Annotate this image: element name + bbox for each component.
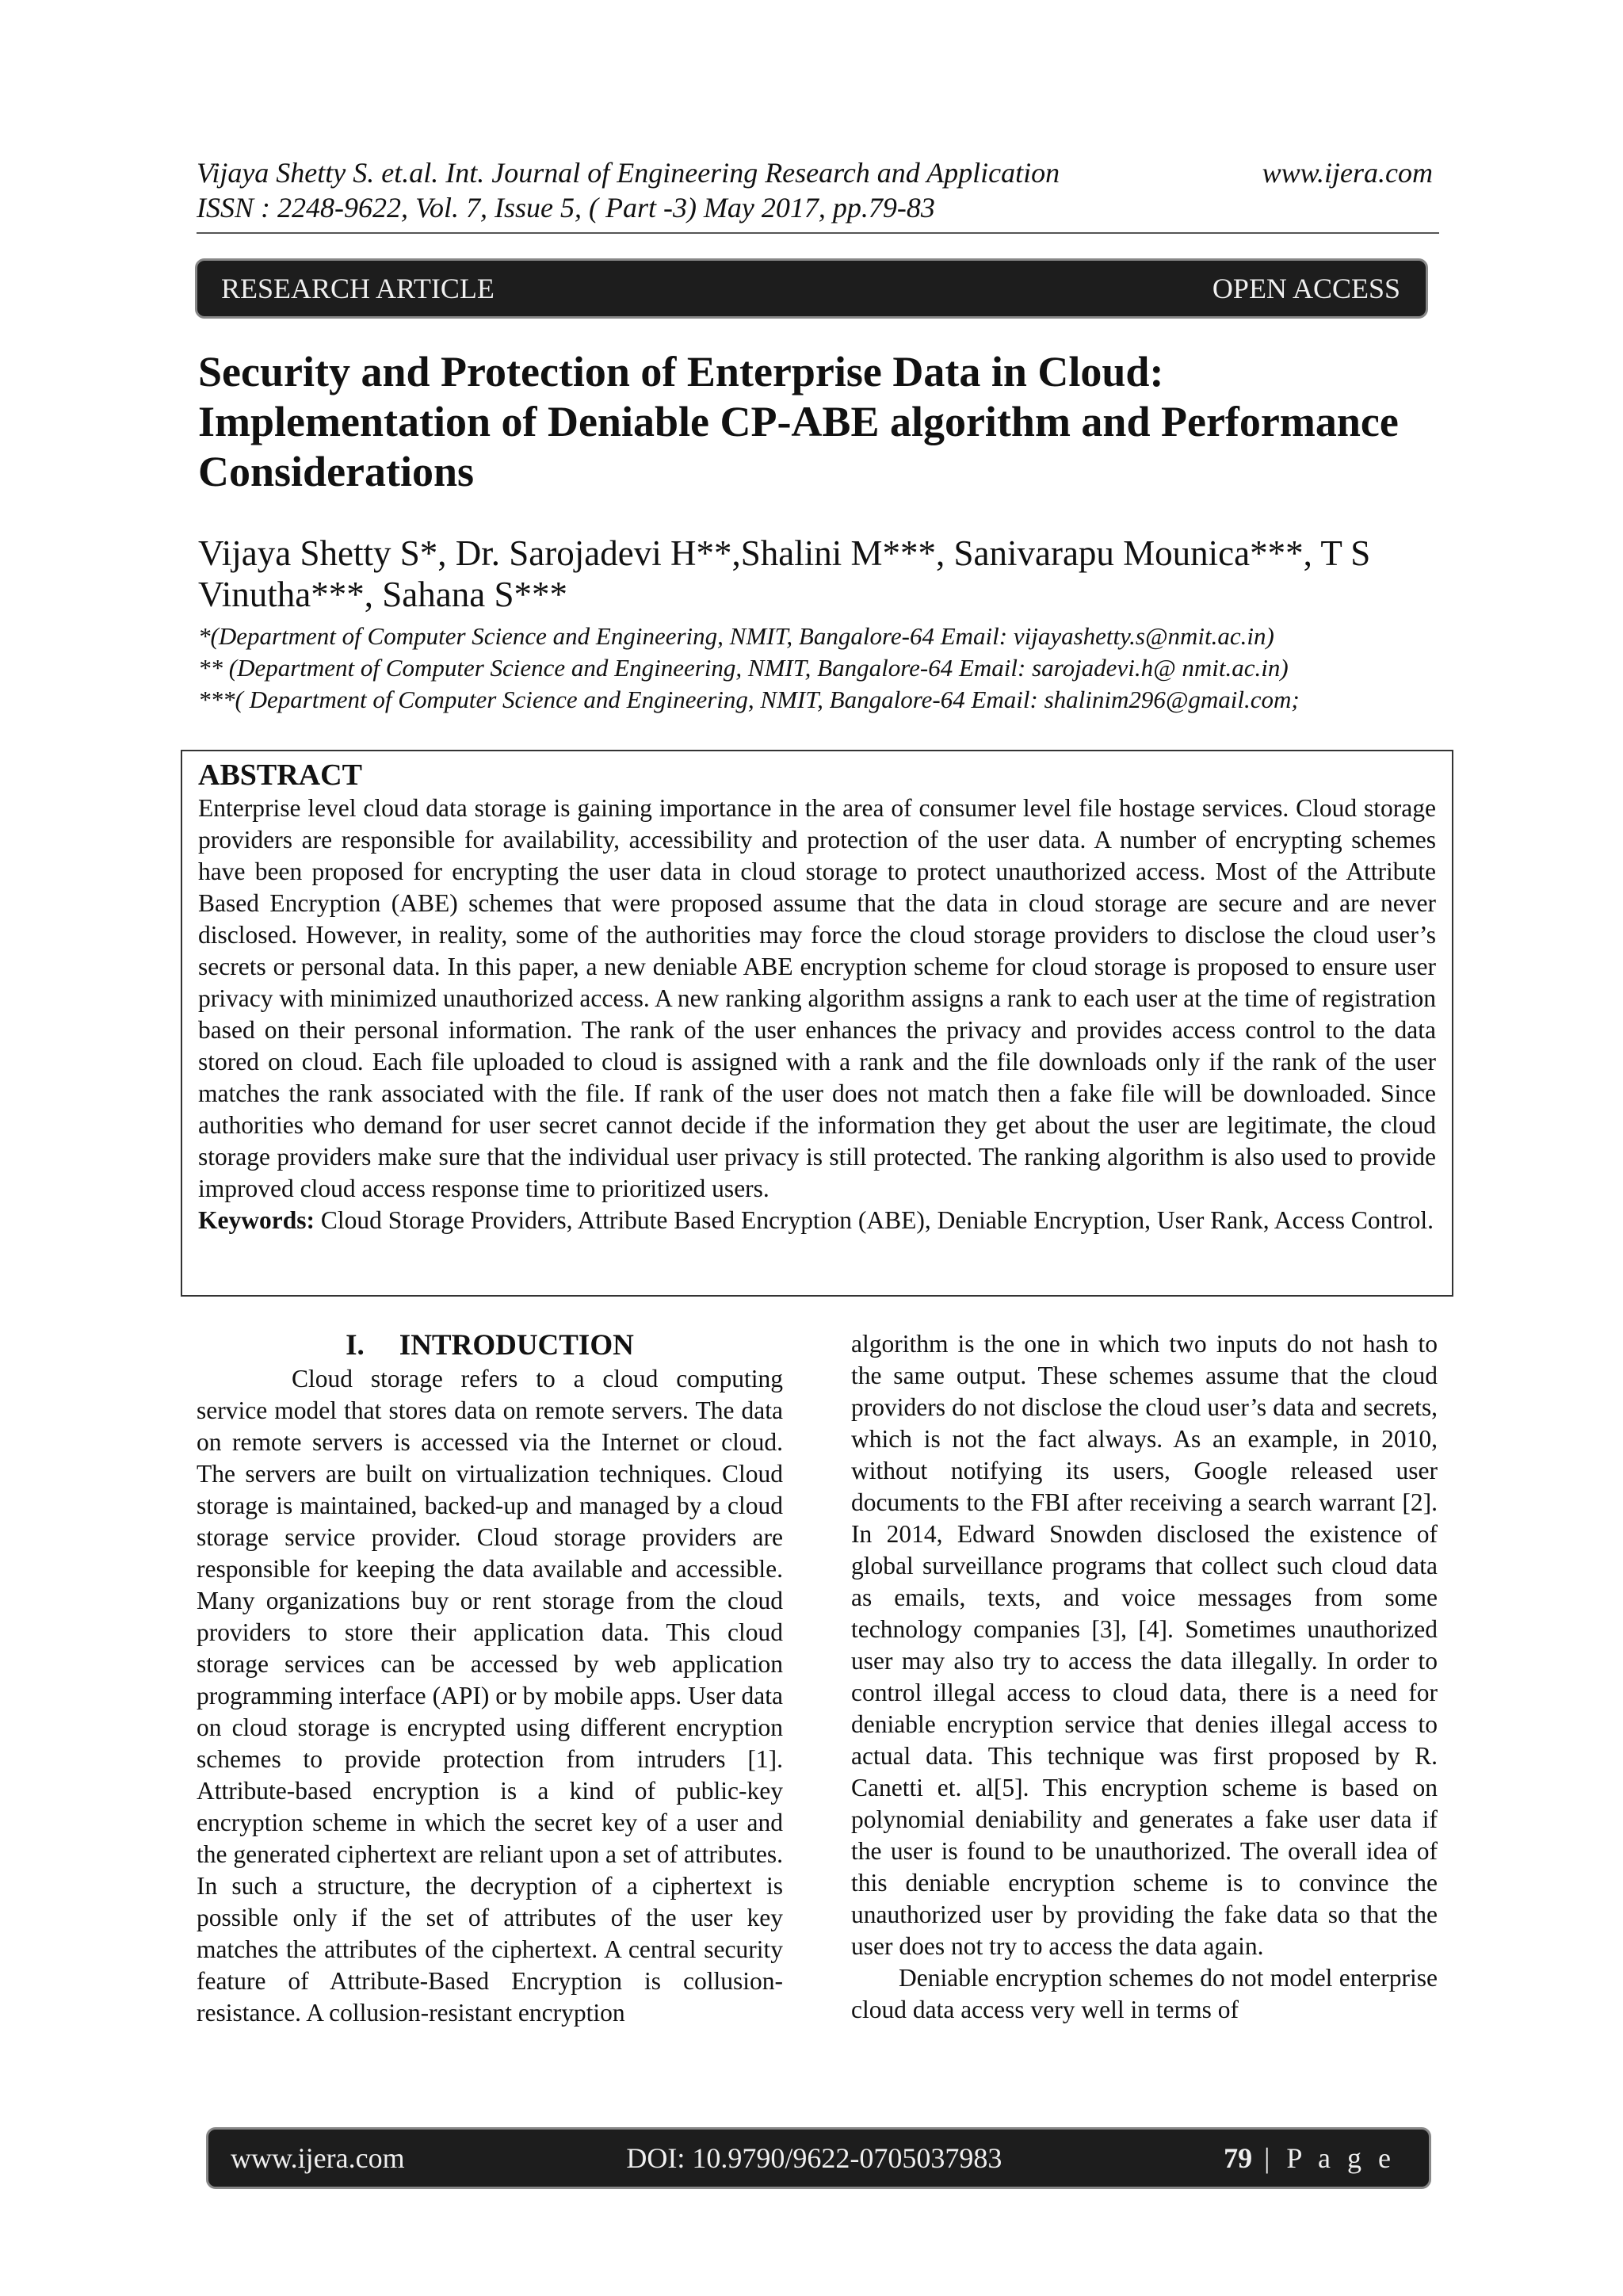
page-number: 79	[1224, 2142, 1253, 2174]
intro-paragraph-1-continued: algorithm is the one in which two inputs do not hash to the same output. These schemes assume that the cloud providers do not disclose the cloud user’s data and secrets, which is not the fact always. As an example, in 2010, without notifying its users, Google released user documents to the FBI after receiving a search warrant [2]. In 2014, Edward Snowden disclosed the existence of global surveillance programs that collect such cloud data as emails, texts, and voice messages from some technology companies [3], [4]. Sometimes unauthorized user may also try to access the data illegally. In order to control illegal access to cloud data, there is a need for deniable encryption service that denies illegal access to actual data. This technique was first proposed by R. Canetti et. al[5]. This encryption scheme is based on polynomial deniability and generates a fake user data if the user is found to be unauthorized. The overall idea of this deniable encryption scheme is to convince the unauthorized user by providing the fake data so that the user does not try to access the data again.	[851, 1330, 1438, 1960]
header-divider	[197, 232, 1439, 234]
affiliation-3: ***( Department of Computer Science and Engineering, NMIT, Bangalore-64 Email: shalinim296@gmail.com;	[198, 686, 1300, 713]
right-column	[851, 1328, 1438, 2026]
intro-paragraph-2: Deniable encryption schemes do not model enterprise cloud data access very well in terms of	[851, 1964, 1438, 2023]
article-type-banner	[195, 258, 1428, 319]
keywords-text: Cloud Storage Providers, Attribute Based Encryption (ABE), Deniable Encryption, User Rank, Access Control.	[314, 1206, 1434, 1234]
footer-page-indicator	[1224, 2141, 1396, 2175]
footer-doi: DOI: 10.9790/9622-0705037983	[626, 2142, 1002, 2174]
running-header-issn: ISSN : 2248-9622, Vol. 7, Issue 5, ( Part -3) May 2017, pp.79-83	[197, 192, 935, 223]
affiliation-1: *(Department of Computer Science and Engineering, NMIT, Bangalore-64 Email: vijayashetty.s@nmit.ac.in)	[198, 622, 1274, 650]
abstract-heading: ABSTRACT	[198, 758, 362, 792]
abstract-box	[181, 750, 1453, 1297]
footer-website-link[interactable]: www.ijera.com	[231, 2142, 405, 2174]
section-number: I.	[346, 1329, 365, 1362]
research-article-label: RESEARCH ARTICLE	[221, 273, 495, 304]
abstract-body: Enterprise level cloud data storage is gaining importance in the area of consumer level file hostage services. Cloud storage providers are responsible for availability, accessibility and protection of the user data. A number of encrypting schemes have been proposed for encrypting the user data in cloud storage to protect unauthorized access. Most of the Attribute Based Encryption (ABE) schemes that were proposed assume that the data in cloud storage are secure and are never disclosed. However, in reality, some of the authorities may force the cloud storage providers to disclose the cloud user’s secrets or personal data. In this paper, a new deniable ABE encryption scheme for cloud storage is proposed to ensure user privacy with minimized unauthorized access. A new ranking algorithm assigns a rank to each user at the time of registration based on their personal information. The rank of the user enhances the privacy and provides access control to the data stored on cloud. Each file uploaded to cloud is assigned with a rank and the file downloads only if the rank of the user matches the rank associated with the file. If rank of the user does not match then a fake file will be downloaded. Since authorities who demand for user secret cannot decide if the information they get about the user are legitimate, the cloud storage providers make sure that the individual user privacy is still protected. The ranking algorithm is also used to provide improved cloud access response time to prioritized users.	[198, 794, 1436, 1202]
section-title: INTRODUCTION	[399, 1329, 634, 1362]
running-header-journal	[197, 155, 1433, 190]
page-label: | P a g e	[1252, 2142, 1396, 2174]
header-website-link[interactable]: www.ijera.com	[1262, 157, 1433, 189]
open-access-label: OPEN ACCESS	[1212, 273, 1400, 304]
keywords-label: Keywords:	[198, 1206, 315, 1234]
section-heading-introduction	[197, 1328, 783, 1363]
affiliations	[198, 621, 1450, 716]
left-column	[197, 1328, 783, 2029]
paper-title: Security and Protection of Enterprise Data in Cloud: Implementation of Deniable CP-ABE algorithm and Performance Considerations	[198, 348, 1399, 495]
author-list: Vijaya Shetty S*, Dr. Sarojadevi H**,Shalini M***, Sanivarapu Mounica***, T S Vinutha***, Sahana S***	[198, 533, 1371, 614]
page-footer	[206, 2127, 1431, 2189]
intro-paragraph-1: Cloud storage refers to a cloud computing service model that stores data on remote servers. The data on remote servers is accessed via the Internet or cloud. The servers are built on virtualization techniques. Cloud storage is maintained, backed-up and managed by a cloud storage service provider. Cloud storage providers are responsible for keeping the data available and accessible. Many organizations buy or rent storage from the cloud providers to store their application data. This cloud storage services can be accessed by web application programming interface (API) or by mobile apps. User data on cloud storage is encrypted using different encryption schemes to provide protection from intruders [1]. Attribute-based encryption is a kind of public-key encryption scheme in which the secret key of a user and the generated ciphertext are reliant upon a set of attributes. In such a structure, the decryption of a ciphertext is possible only if the set of attributes of the user key matches the attributes of the ciphertext. A central security feature of Attribute-Based Encryption is collusion-resistance. A collusion-resistant encryption	[197, 1365, 783, 2027]
keywords-line	[198, 1205, 1436, 1236]
affiliation-2: ** (Department of Computer Science and Engineering, NMIT, Bangalore-64 Email: sarojadevi.h@ nmit.ac.in)	[198, 654, 1289, 682]
journal-citation: Vijaya Shetty S. et.al. Int. Journal of Engineering Research and Application	[197, 157, 1060, 189]
